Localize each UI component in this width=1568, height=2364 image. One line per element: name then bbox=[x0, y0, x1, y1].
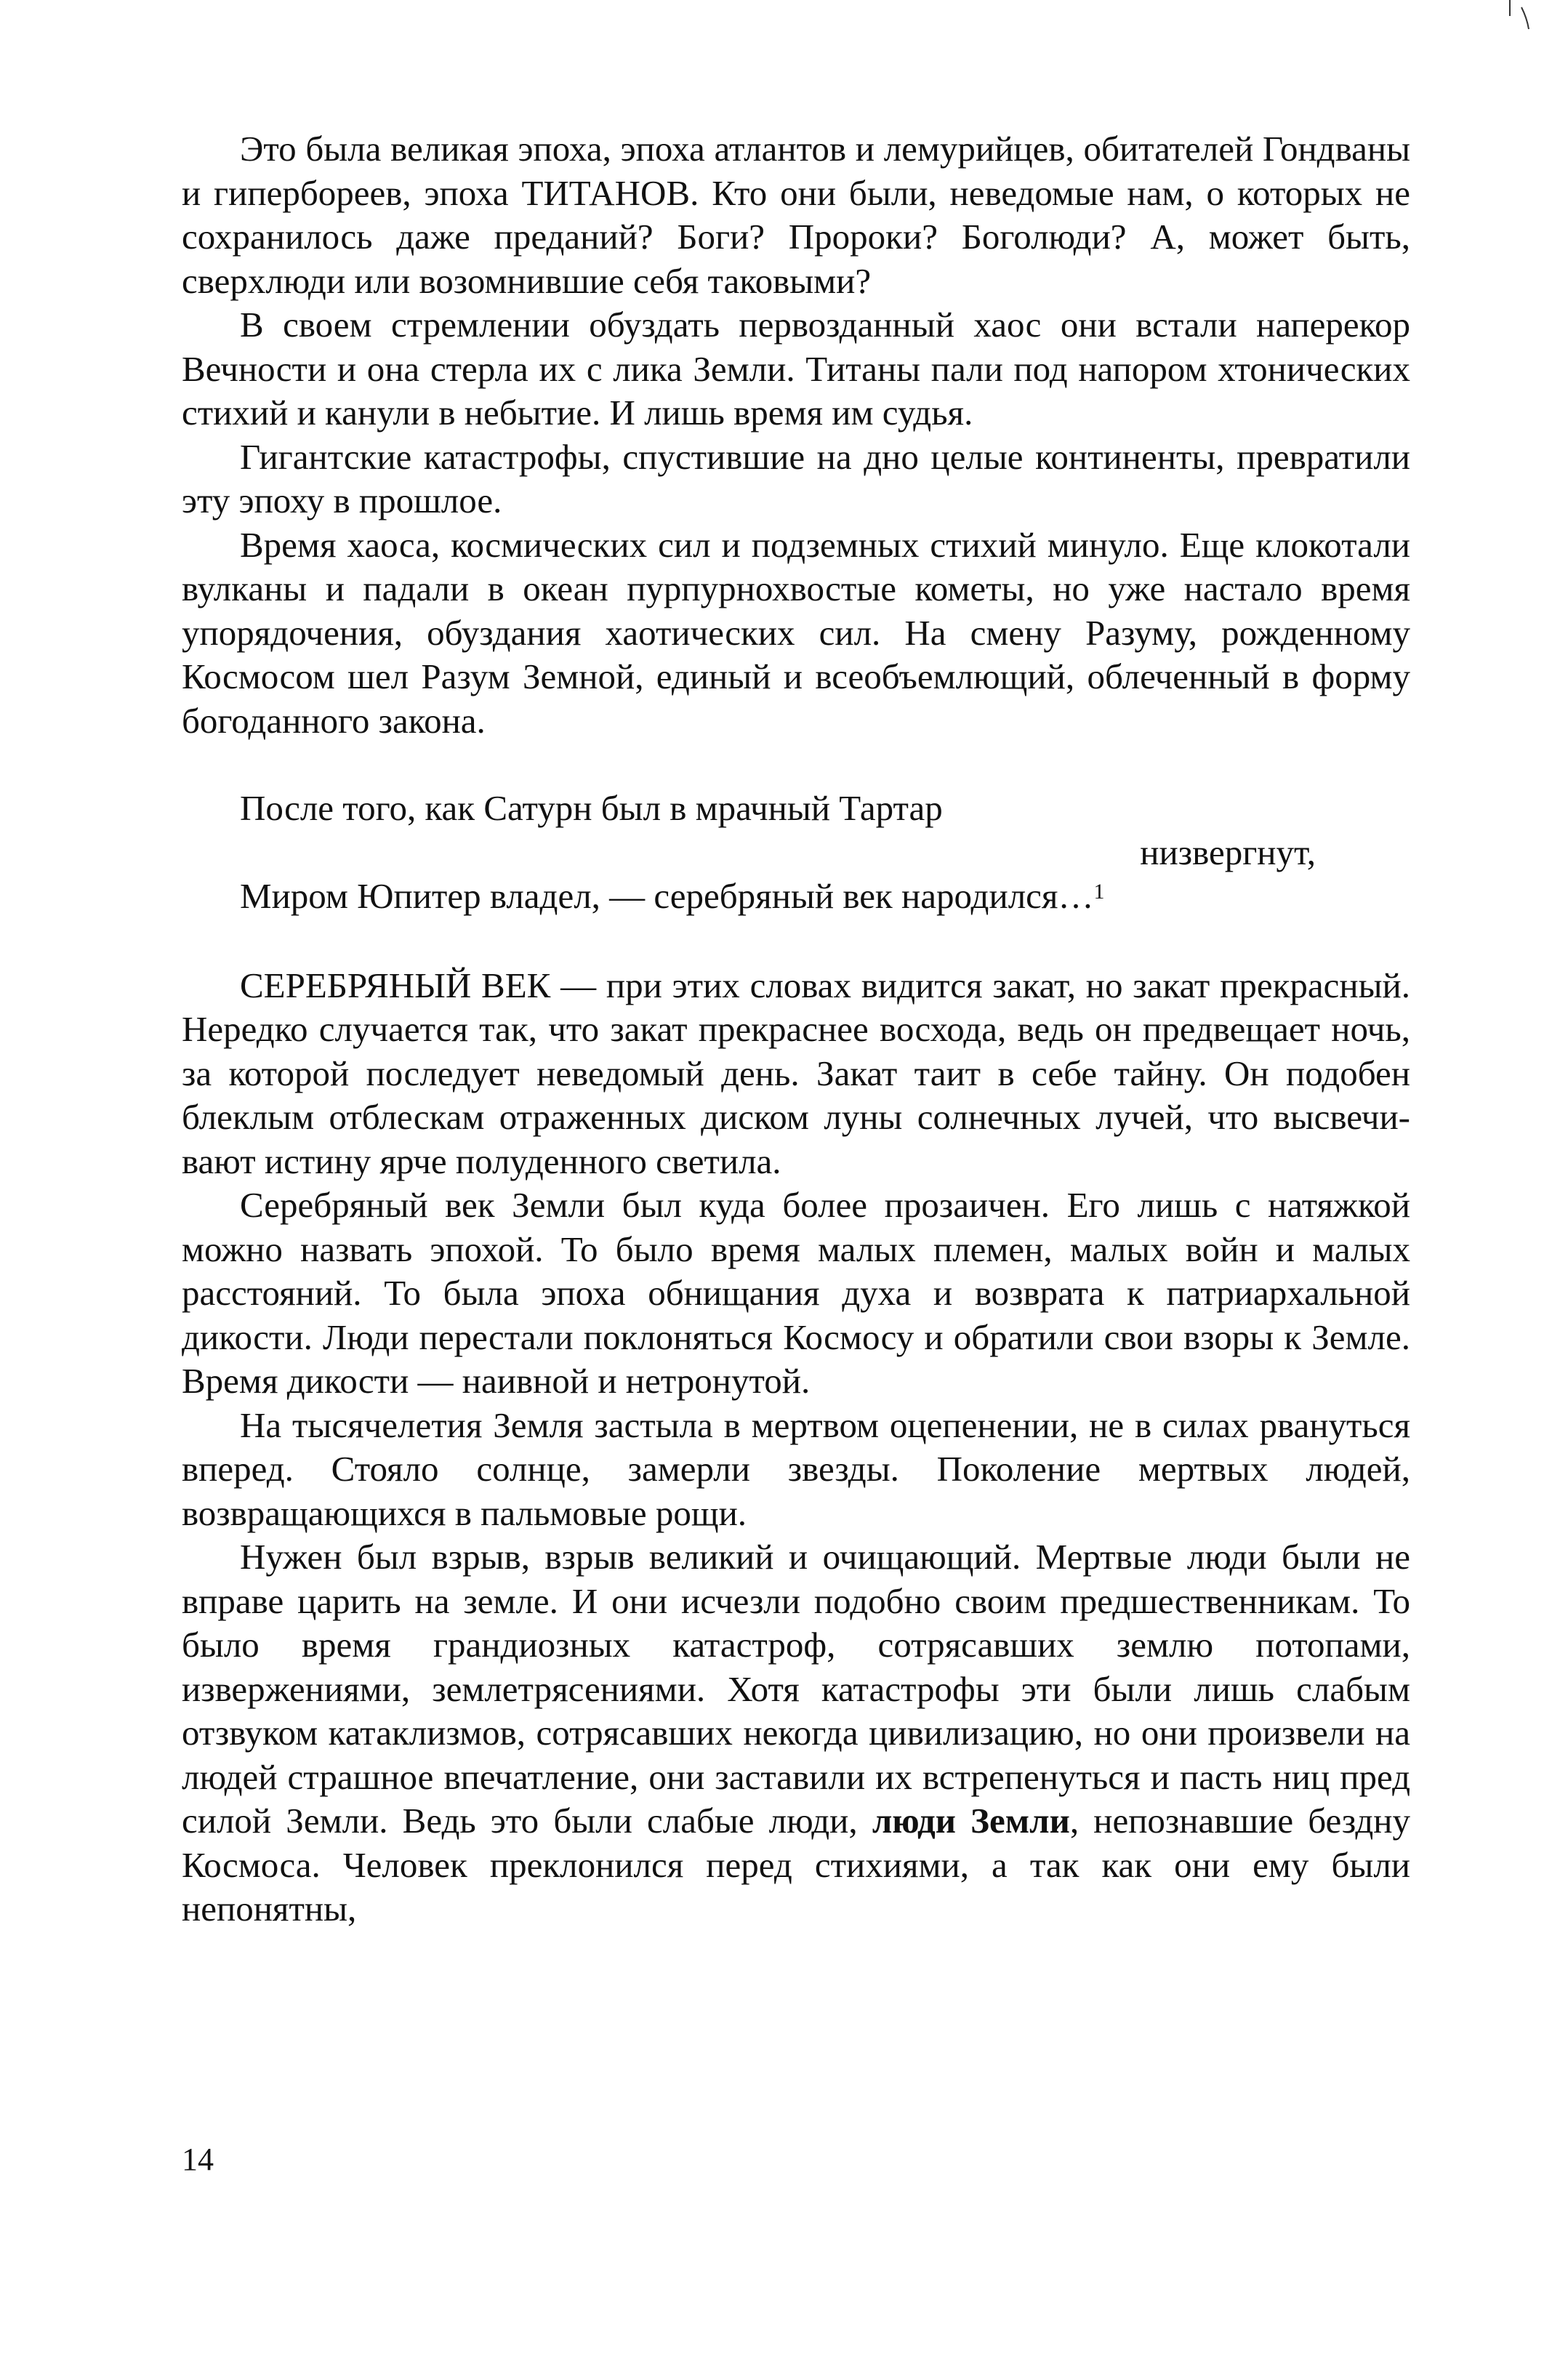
poem-line-1-wrap: низвергнут, bbox=[1140, 832, 1316, 872]
poem-line-2-text: Миром Юпитер владел, — серебряный век народился… bbox=[240, 876, 1094, 916]
page-number: 14 bbox=[182, 2142, 214, 2177]
footnote-reference: 1 bbox=[1093, 880, 1105, 904]
paragraph-chaos: В своем стремлении обуздать первозданный хаос они встали наперекор Вечности и она стерла их с лика Земли. Титаны пали под напором хтонических стихий и канули в небытие. И лишь время им судья. bbox=[182, 305, 1410, 433]
paragraph-millennia: На тысячелетия Земля застыла в мертвом оцепенении, не в силах рвануться вперед. Стояло солнце, замерли звезды. Поколение мертвых людей, возвращающихся в пальмовые рощи. bbox=[182, 1404, 1410, 1533]
poem-quote bbox=[182, 787, 1410, 919]
scan-mark-icon bbox=[1495, 0, 1539, 44]
paragraph-catastrophes: Гигантские катастрофы, спустившие на дно целые континенты, превратили эту эпоху в прошлое. bbox=[182, 436, 1410, 520]
paragraph-titans: Это была великая эпоха, эпоха атлантов и лемурийцев, обитателей Гондваны и гипербореев, эпоха ТИТАНОВ. Кто они были, неведомые нам, о которых не сохранилось даже преданий? Боги? Пророки? Боголюди? А, может быть, сверхлюди или возомнившие себя таковыми? bbox=[182, 129, 1410, 301]
paragraph-time-of-chaos: Время хаоса, космических сил и подземных стихий минуло. Еще клокотали вулканы и падали в океан пурпурнохвостые кометы, но уже настало время упорядочения, обуздания хаотических сил. На смену Разуму, рожденному Космосом шел Разум Земной, единый и всеобъемлющий, облеченный в форму богоданного закона. bbox=[182, 524, 1410, 741]
poem-line-2 bbox=[240, 875, 1410, 919]
paragraph-explosion-end: , непознавшие бездну Космоса. Человек преклонился перед стихиями, а так как они ему были непонятны, bbox=[182, 1801, 1410, 1929]
paragraph-silver-age-prosaic: Серебряный век Земли был куда более прозаичен. Его лишь с натяжкой можно назвать эпохой. То было время малых племен, малых войн и малых расстояний. То была эпоха обнищания духа и возврата к патриархальной дикости. Люди перестали поклоняться Космосу и обратили свои взоры к Земле. Время дикости — наивной и нетронутой. bbox=[182, 1185, 1410, 1401]
paragraph-silver-age: СЕРЕБРЯНЫЙ ВЕК — при этих словах видится закат, но закат прекрасный. Нередко случается так, что закат прекраснее восхода, ведь он предвещает ночь, за которой последует неведомый день. Закат таит в себе тайну. Он подобен блеклым отблескам отраженных диском луны солнечных лучей, что высвечивают истину ярче полуденного светила. bbox=[182, 965, 1410, 1181]
poem-line-1: После того, как Сатурн был в мрачный Тартар bbox=[240, 788, 943, 828]
paragraph-explosion-text: Нужен был взрыв, взрыв великий и очищающий. Мертвые люди были не вправе царить на земле. И они исчезли подобно своим предшественникам. То было время грандиозных катастроф, сотрясавших землю потопами, извержениями, землетрясениями. Хотя катастрофы эти были лишь слабым отзвуком катаклизмов, сотрясавших некогда цивилизацию, но они произвели на людей страшное впечатление, они заставили их встрепенуться и пасть ниц пред силой Земли. Ведь это были слабые люди, bbox=[182, 1537, 1410, 1841]
paragraph-explosion bbox=[182, 1535, 1410, 1931]
text-column bbox=[182, 127, 1410, 1931]
bold-phrase: люди Земли bbox=[872, 1801, 1070, 1841]
